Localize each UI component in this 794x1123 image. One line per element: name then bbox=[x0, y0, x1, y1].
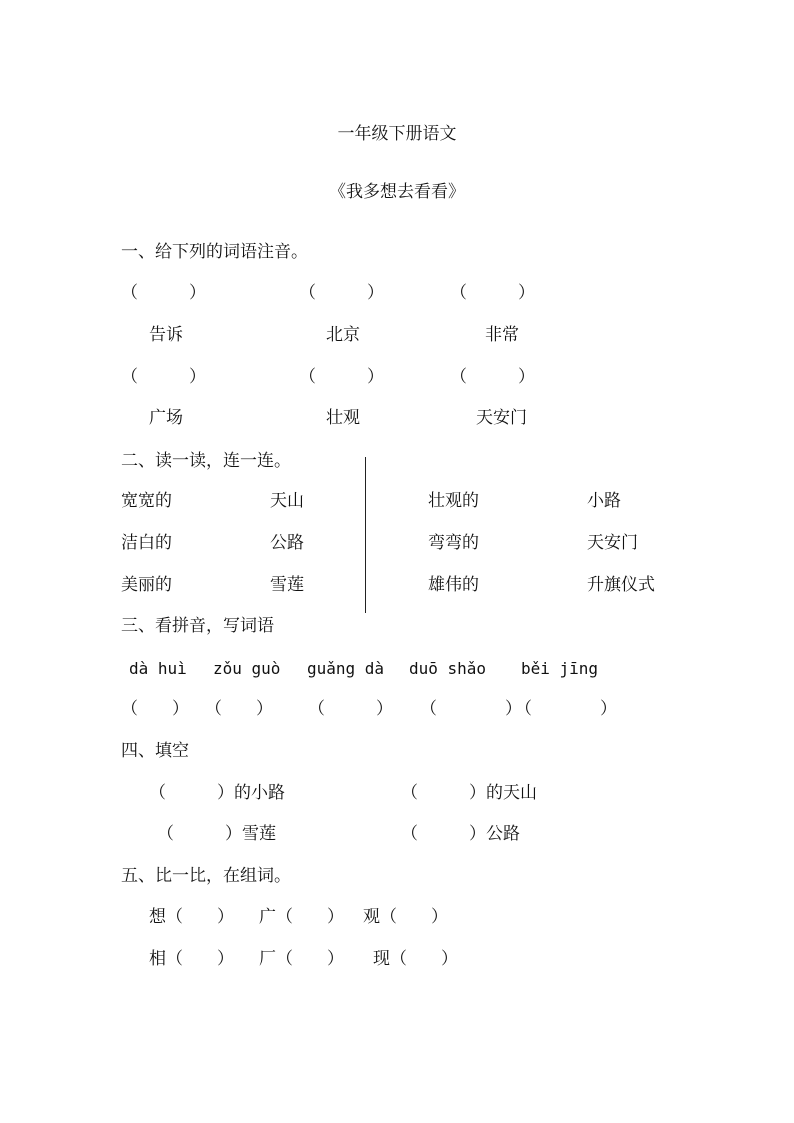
compare-item[interactable]: 观（ ） bbox=[363, 907, 448, 927]
match-word[interactable]: 宽宽的 bbox=[121, 491, 172, 511]
match-word[interactable]: 弯弯的 bbox=[428, 533, 479, 553]
compare-item[interactable]: 现（ ） bbox=[373, 949, 458, 969]
fill-blank[interactable]: （ ）的天山 bbox=[401, 783, 537, 803]
word: 北京 bbox=[326, 325, 360, 345]
word: 天安门 bbox=[476, 408, 527, 428]
pinyin-text: zǒu guò bbox=[213, 659, 281, 678]
section5-heading: 五、比一比，在组词。 bbox=[121, 866, 291, 886]
section4-heading: 四、填空 bbox=[121, 741, 189, 761]
page-title: 一年级下册语文 bbox=[337, 124, 457, 144]
answer-blank[interactable]: （ ） bbox=[515, 699, 617, 719]
answer-blank[interactable]: （ ） bbox=[205, 699, 273, 719]
word: 壮观 bbox=[326, 408, 360, 428]
word: 告诉 bbox=[149, 325, 183, 345]
pinyin-blank[interactable]: （ ） bbox=[450, 367, 535, 387]
match-word[interactable]: 洁白的 bbox=[121, 533, 172, 553]
compare-item[interactable]: 广（ ） bbox=[259, 907, 344, 927]
pinyin-blank[interactable]: （ ） bbox=[121, 367, 206, 387]
section1-heading: 一、给下列的词语注音。 bbox=[121, 242, 308, 262]
fill-blank[interactable]: （ ）公路 bbox=[401, 824, 520, 844]
pinyin-text: dà huì bbox=[129, 659, 187, 678]
section3-heading: 三、看拼音，写词语 bbox=[121, 616, 274, 636]
match-word[interactable]: 小路 bbox=[587, 491, 621, 511]
match-word[interactable]: 壮观的 bbox=[428, 491, 479, 511]
match-word[interactable]: 天山 bbox=[270, 491, 304, 511]
match-word[interactable]: 天安门 bbox=[587, 533, 638, 553]
word: 广场 bbox=[149, 408, 183, 428]
match-word[interactable]: 公路 bbox=[270, 533, 304, 553]
page-subtitle: 《我多想去看看》 bbox=[329, 182, 465, 202]
answer-blank[interactable]: （ ） bbox=[420, 699, 522, 719]
pinyin-blank[interactable]: （ ） bbox=[121, 283, 206, 303]
pinyin-text: běi jīng bbox=[521, 659, 599, 678]
pinyin-blank[interactable]: （ ） bbox=[450, 283, 535, 303]
compare-item[interactable]: 想（ ） bbox=[149, 907, 234, 927]
match-word[interactable]: 雄伟的 bbox=[428, 575, 479, 595]
match-word[interactable]: 雪莲 bbox=[270, 575, 304, 595]
pinyin-blank[interactable]: （ ） bbox=[299, 283, 384, 303]
pinyin-text: duō shǎo bbox=[409, 659, 487, 678]
match-word[interactable]: 升旗仪式 bbox=[587, 575, 655, 595]
section2-heading: 二、读一读，连一连。 bbox=[121, 451, 291, 471]
compare-item[interactable]: 相（ ） bbox=[149, 949, 234, 969]
answer-blank[interactable]: （ ） bbox=[308, 699, 393, 719]
fill-blank[interactable]: （ ）雪莲 bbox=[157, 824, 276, 844]
answer-blank[interactable]: （ ） bbox=[121, 699, 189, 719]
pinyin-text: guǎng dà bbox=[307, 659, 385, 678]
match-word[interactable]: 美丽的 bbox=[121, 575, 172, 595]
compare-item[interactable]: 厂（ ） bbox=[259, 949, 344, 969]
divider-line bbox=[365, 457, 366, 613]
word: 非常 bbox=[485, 325, 519, 345]
fill-blank[interactable]: （ ）的小路 bbox=[149, 783, 285, 803]
pinyin-blank[interactable]: （ ） bbox=[299, 367, 384, 387]
